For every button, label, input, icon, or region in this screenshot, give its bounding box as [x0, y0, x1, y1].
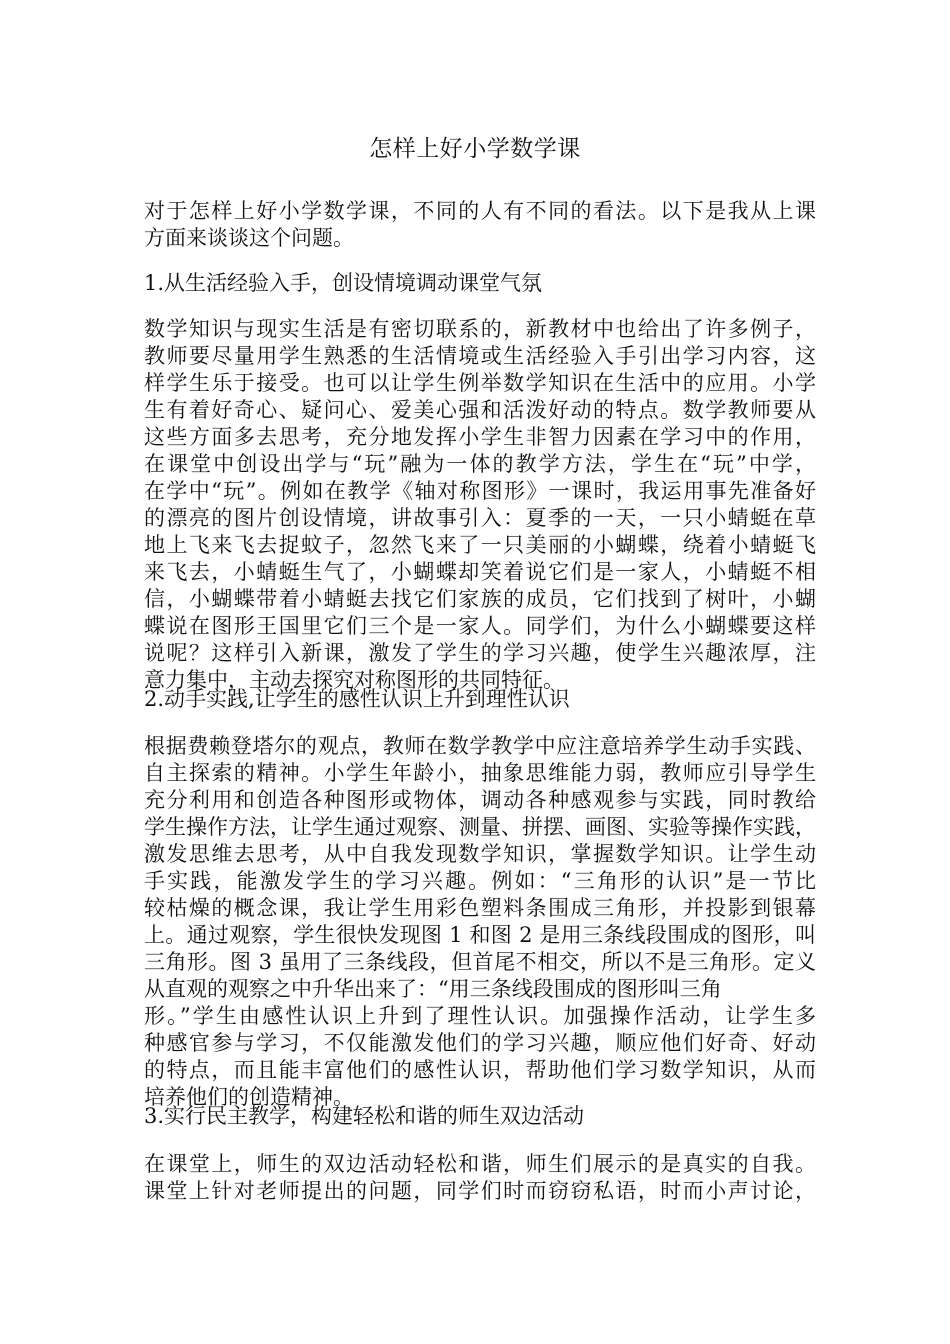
text-line: 的漂亮的图片创设情境，讲故事引入：夏季的一天，一只小蜻蜓在草 — [144, 506, 816, 530]
text-line: 培养他们的创造精神。 — [144, 1085, 354, 1109]
text-line: 的特点，而且能丰富他们的感性认识，帮助他们学习数学知识，从而 — [144, 1058, 816, 1082]
text-line: 从直观的观察之中升华出来了：“用三条线段围成的图形叫三角 — [144, 977, 722, 1001]
heading-text: 2.动手实践,让学生的感性认识上升到理性认识 — [144, 687, 570, 711]
text-line: 这些方面多去思考，充分地发挥小学生非智力因素在学习中的作用， — [144, 425, 816, 449]
section-3-paragraph — [144, 1151, 816, 1205]
text-line: 种感官参与学习，不仅能激发他们的学习兴趣，顺应他们好奇、好动 — [144, 1031, 816, 1055]
heading-text: 3.实行民主教学，构建轻松和谐的师生双边活动 — [144, 1104, 585, 1128]
text-line: 地上飞来飞去捉蚊子，忽然飞来了一只美丽的小蝴蝶，绕着小蜻蜓飞 — [144, 533, 816, 557]
text-line: 蝶说在图形王国里它们三个是一家人。同学们，为什么小蝴蝶要这样 — [144, 614, 816, 638]
text-line: 信，小蝴蝶带着小蜻蜓去找它们家族的成员，它们找到了树叶，小蝴 — [144, 587, 816, 611]
text-line: 较枯燥的概念课，我让学生用彩色塑料条围成三角形，并投影到银幕 — [144, 896, 816, 920]
text-line: 教师要尽量用学生熟悉的生活情境或生活经验入手引出学习内容，这 — [144, 344, 816, 368]
text-line: 在学中“玩”。例如在教学《轴对称图形》一课时，我运用事先准备好 — [144, 479, 816, 503]
text-line: 形。”学生由感性认识上升到了理性认识。加强操作活动，让学生多 — [144, 1004, 816, 1028]
text-line: 生有着好奇心、疑问心、爱美心强和活泼好动的特点。数学教师要从 — [144, 398, 816, 422]
text-line: 来飞去，小蜻蜓生气了，小蝴蝶却笑着说它们是一家人，小蜻蜓不相 — [144, 560, 816, 584]
section-3-heading — [144, 1103, 816, 1130]
text-line: 根据费赖登塔尔的观点，教师在数学教学中应注意培养学生动手实践、 — [144, 734, 816, 758]
text-line: 样学生乐于接受。也可以让学生例举数学知识在生活中的应用。小学 — [144, 371, 816, 395]
section-2-heading — [144, 686, 816, 713]
text-line: 课堂上针对老师提出的问题，同学们时而窃窃私语，时而小声讨论， — [144, 1179, 816, 1203]
text-line: 说呢？这样引入新课，激发了学生的学习兴趣，使学生兴趣浓厚，注 — [144, 641, 816, 665]
text-line: 上。通过观察，学生很快发现图 1 和图 2 是用三条线段围成的图形，叫 — [144, 923, 816, 947]
section-1-paragraph — [144, 316, 816, 694]
section-1-heading — [144, 270, 816, 297]
text-line: 三角形。图 3 虽用了三条线段，但首尾不相交，所以不是三角形。定义 — [144, 950, 816, 974]
text-line: 学生操作方法，让学生通过观察、测量、拼摆、画图、实验等操作实践， — [144, 815, 816, 839]
text-line: 激发思维去思考，从中自我发现数学知识，掌握数学知识。让学生动 — [144, 842, 816, 866]
text-line: 充分利用和创造各种图形或物体，调动各种感观参与实践，同时教给 — [144, 788, 816, 812]
text-line: 手实践，能激发学生的学习兴趣。例如：“三角形的认识”是一节比 — [144, 869, 816, 893]
text-line: 在课堂中创设出学与“玩”融为一体的教学方法，学生在“玩”中学， — [144, 452, 816, 476]
text-line: 对于怎样上好小学数学课，不同的人有不同的看法。以下是我从上课 — [144, 199, 816, 223]
text-line: 数学知识与现实生活是有密切联系的，新教材中也给出了许多例子， — [144, 317, 816, 341]
text-line: 自主探索的精神。小学生年龄小，抽象思维能力弱，教师应引导学生 — [144, 761, 816, 785]
text-line: 方面来谈谈这个问题。 — [144, 226, 354, 250]
section-2-paragraph — [144, 733, 816, 1111]
text-line: 在课堂上，师生的双边活动轻松和谐，师生们展示的是真实的自我。 — [144, 1152, 816, 1176]
intro-paragraph — [144, 198, 816, 252]
text-line: 意力集中，主动去探究对称图形的共同特征。 — [144, 668, 564, 692]
heading-text: 1.从生活经验入手，创设情境调动课堂气氛 — [144, 271, 543, 295]
page-title: 怎样上好小学数学课 — [369, 136, 581, 162]
